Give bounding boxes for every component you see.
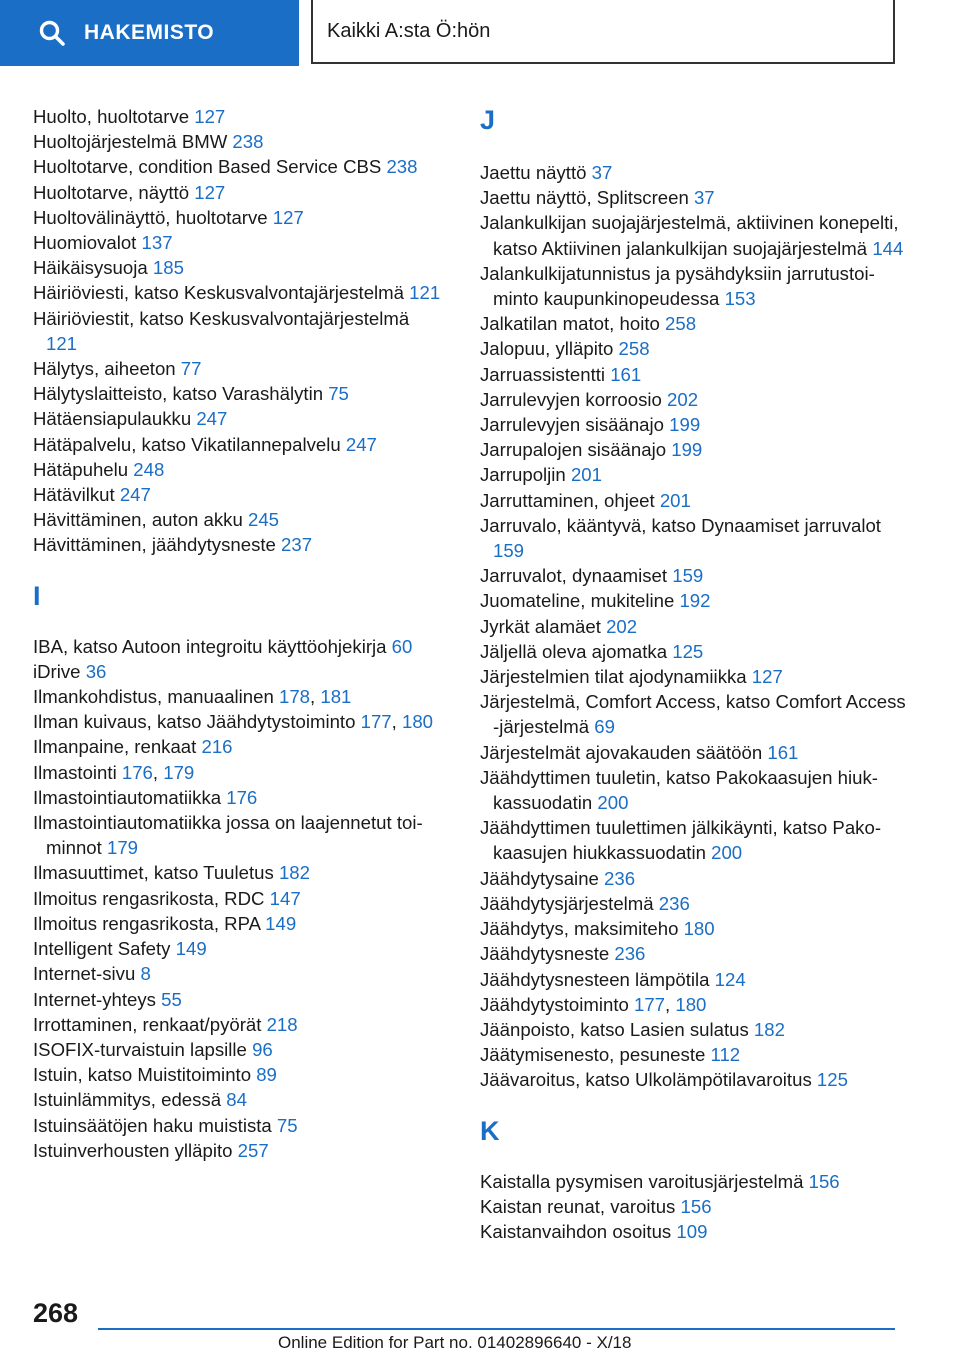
- index-entry-text: Huomiovalot: [33, 232, 142, 254]
- index-entry: [33, 1087, 443, 1112]
- header: [0, 0, 960, 66]
- index-entry: [33, 1138, 443, 1163]
- index-entry: [33, 205, 443, 230]
- index-entry-text: ISOFIX-turvaistuin lapsille: [33, 1038, 253, 1060]
- index-entry: [480, 1017, 910, 1042]
- page-link[interactable]: 192: [679, 590, 711, 612]
- index-entry-text: Istuinlämmitys, edessä: [33, 1089, 227, 1111]
- index-entry-text: iDrive: [33, 660, 86, 682]
- index-entry-text: IBA, katso Autoon integroitu käyttöohjekirja: [33, 635, 392, 657]
- index-entry-text: Jäähdyttimen tuulettimen jälkikäynti, katso Pakokaasujen hiukkassuodatin: [480, 817, 882, 864]
- index-entry-text: Istuinsäätöjen haku muistista: [33, 1114, 277, 1136]
- index-entry-text: Jäähdytysjärjestelmä: [480, 892, 659, 914]
- page-link[interactable]: 177: [360, 711, 392, 733]
- index-entry-text: Hätävilkut: [33, 484, 120, 506]
- page-link[interactable]: 257: [237, 1139, 269, 1161]
- index-button[interactable]: [0, 0, 299, 66]
- index-entry-text: Hätäensiapulaukku: [33, 408, 197, 430]
- edition-text: Online Edition for Part no. 01402896640 - X/18: [278, 1333, 632, 1352]
- index-entry: [480, 740, 910, 765]
- page-link[interactable]: 201: [659, 489, 691, 511]
- page-link[interactable]: 237: [281, 534, 313, 556]
- page-link[interactable]: 55: [161, 988, 182, 1010]
- index-entry-text: Huolto, huoltotarve: [33, 106, 195, 127]
- index-entry: [33, 1012, 443, 1037]
- index-entry-text: Ilmastointiautomatiikka: [33, 786, 227, 808]
- index-button-label: HAKEMISTO: [84, 21, 215, 44]
- index-entry-text: Jäähdytystoiminto: [480, 993, 634, 1015]
- index-entry: [480, 891, 910, 916]
- page-link[interactable]: 176: [226, 786, 258, 808]
- index-entry: [33, 961, 443, 986]
- index-entry-text: Jarruttaminen, ohjeet: [480, 489, 660, 511]
- page-link[interactable]: 121: [46, 332, 78, 354]
- index-entry-text: Jäänpoisto, katso Lasien sulatus: [480, 1018, 754, 1040]
- index-entry: [33, 860, 443, 885]
- index-entry-text: Jäljellä oleva ajomatka: [480, 640, 673, 662]
- index-entry-text: Jäävaroitus, katso Ulkolämpötilavaroitus: [480, 1069, 817, 1091]
- page-link[interactable]: 84: [226, 1089, 247, 1111]
- page-link[interactable]: 89: [256, 1064, 277, 1086]
- page-link[interactable]: 216: [201, 736, 233, 758]
- index-entry-text: Järjestelmä, Comfort Access, katso Comfort Access -järjestelmä: [480, 691, 906, 738]
- index-entry-text: Irrottaminen, renkaat/pyörät: [33, 1013, 267, 1035]
- index-entry: [33, 507, 443, 532]
- index-entry-text: Jarruvalot, dynaamiset: [480, 565, 673, 587]
- page-link[interactable]: 180: [683, 918, 715, 940]
- index-entry-text: Jäähdytysnesteen lämpötila: [480, 968, 715, 990]
- page-link[interactable]: 236: [604, 867, 636, 889]
- index-entry-text: Ilmanpaine, renkaat: [33, 736, 202, 758]
- index-entry-text: Juomateline, mukiteline: [480, 590, 680, 612]
- page-link[interactable]: 137: [141, 232, 173, 254]
- index-entry: [33, 785, 443, 810]
- page-link[interactable]: 238: [386, 156, 418, 178]
- index-entry-text: Jarrupalojen sisäänajo: [480, 439, 672, 461]
- index-entry: [480, 765, 910, 815]
- index-entry-text: Internet-sivu: [33, 963, 141, 985]
- index-entry: [33, 230, 443, 255]
- index-entry: [480, 916, 910, 941]
- page-link[interactable]: 161: [610, 363, 642, 385]
- index-column-right: [480, 104, 910, 1244]
- index-entry-text: Istuin, katso Muistitoiminto: [33, 1064, 257, 1086]
- page-link[interactable]: 238: [232, 131, 264, 153]
- index-entry-text: Jäähdyttimen tuuletin, katso Pakokaasujen hiukkassuodatin: [480, 766, 878, 814]
- index-entry-text: Jarrupoljin: [480, 464, 571, 486]
- index-entry-text: Järjestelmien tilat ajodynamiikka: [480, 666, 752, 688]
- index-entry: [480, 1219, 910, 1244]
- page-link[interactable]: 180: [675, 993, 707, 1015]
- index-entry-text: Jyrkät alamäet: [480, 615, 607, 637]
- page-link[interactable]: 182: [278, 862, 310, 884]
- page-link[interactable]: 179: [163, 761, 195, 783]
- index-entry-text: Ilmastointiautomatiikka jossa on laajennetut toiminnot: [33, 812, 423, 859]
- index-entry-text: Ilmasuuttimet, katso Tuuletus: [33, 862, 279, 884]
- index-entry: [33, 180, 443, 205]
- page-link[interactable]: 121: [409, 282, 441, 304]
- page-link[interactable]: 159: [672, 565, 704, 587]
- index-entry-text: Jalopuu, ylläpito: [480, 338, 619, 360]
- page-link[interactable]: 156: [680, 1195, 712, 1217]
- index-entry-text: Hätäpalvelu, katso Vikatilannepalvelu: [33, 433, 346, 455]
- index-entry: [480, 639, 910, 664]
- section-letter: J: [480, 105, 496, 135]
- page-link[interactable]: 153: [724, 288, 756, 310]
- index-entry-text: Häiriöviestit, katso Keskusvalvontajärjestelmä: [33, 307, 410, 329]
- index-entry: [33, 659, 443, 684]
- page-link[interactable]: 182: [753, 1018, 785, 1040]
- page-link[interactable]: 258: [665, 313, 697, 335]
- index-entry: [33, 356, 443, 381]
- page-link[interactable]: 248: [133, 458, 165, 480]
- page-link[interactable]: 75: [276, 1114, 298, 1136]
- index-entry: [33, 987, 443, 1012]
- index-entry-text: Hälytyslaitteisto, katso Varashälytin: [33, 383, 329, 405]
- page-link[interactable]: 179: [106, 837, 139, 859]
- index-entry: Ilmastointi 176, 179: [33, 761, 195, 783]
- page-number: 268: [33, 1298, 79, 1328]
- index-entry: [480, 664, 910, 689]
- section-letter: K: [480, 1115, 500, 1146]
- page-link[interactable]: 180: [401, 711, 434, 733]
- page-link[interactable]: 247: [345, 433, 377, 455]
- page-link[interactable]: 96: [252, 1038, 273, 1060]
- page-link[interactable]: 37: [591, 162, 613, 183]
- index-entry-text: Ilmoitus rengasrikosta, RPA: [33, 912, 266, 934]
- index-entry: [33, 154, 443, 179]
- page-link[interactable]: 127: [194, 106, 226, 127]
- index-entry: [480, 614, 910, 639]
- page-link[interactable]: 159: [493, 540, 525, 562]
- index-entry-text: Hätäpuhelu: [33, 458, 134, 480]
- page-link[interactable]: 247: [119, 484, 151, 506]
- page-link[interactable]: 69: [594, 716, 615, 738]
- section-letter: I: [33, 580, 41, 611]
- page-link[interactable]: 178: [279, 686, 311, 708]
- index-entry: [480, 513, 910, 563]
- index-entry-text: Ilmastointi: [33, 761, 122, 783]
- index-entry-text: Häiriöviesti, katso Keskusvalvontajärjestelmä: [33, 282, 410, 304]
- index-entry: [33, 634, 443, 659]
- index-entry-text: Jäätymisenesto, pesuneste: [480, 1044, 711, 1066]
- index-entry: [480, 815, 910, 865]
- page-link[interactable]: 125: [672, 640, 704, 662]
- page-link[interactable]: 185: [152, 257, 184, 279]
- index-entry: [480, 336, 910, 361]
- index-entry: [480, 1169, 910, 1194]
- index-entry: [33, 532, 443, 557]
- index-entry-text: Jaettu näyttö: [480, 162, 592, 183]
- page-link[interactable]: 124: [714, 968, 746, 990]
- index-entry: [480, 588, 910, 613]
- index-entry: Ilman kuivaus, katso Jäähdytystoiminto 177, 180: [33, 711, 434, 733]
- index-entry-text: Ilmankohdistus, manuaalinen: [33, 686, 279, 708]
- index-entry: [480, 1194, 910, 1219]
- index-entry: [33, 457, 443, 482]
- page-link[interactable]: 236: [658, 892, 690, 914]
- index-entry: [33, 911, 443, 936]
- index-entry-text: Huoltotarve, näyttö: [33, 181, 195, 203]
- index-entry: [480, 866, 910, 891]
- page-link[interactable]: 181: [320, 686, 352, 708]
- index-entry: [33, 406, 443, 431]
- page-link[interactable]: 127: [751, 666, 783, 688]
- page-link[interactable]: 36: [85, 660, 107, 682]
- index-entry: [480, 941, 910, 966]
- page-link[interactable]: 77: [180, 358, 202, 380]
- page-link[interactable]: 247: [196, 408, 228, 430]
- index-entry: [33, 810, 443, 860]
- page-link[interactable]: 176: [121, 761, 153, 783]
- index-entry-text: Häikäisysuoja: [33, 257, 153, 279]
- page-link[interactable]: 200: [597, 792, 629, 814]
- page-link[interactable]: 112: [710, 1044, 741, 1066]
- index-entry-text: Kaistalla pysymisen varoitusjärjestelmä: [480, 1170, 809, 1192]
- index-entry: [480, 210, 910, 260]
- index-entry-text: Jalkatilan matot, hoito: [480, 313, 666, 335]
- page-link[interactable]: 202: [606, 615, 638, 637]
- page-link[interactable]: 201: [570, 464, 602, 486]
- index-entry: [480, 412, 910, 437]
- index-entry: [480, 437, 910, 462]
- index-entry: [33, 280, 443, 305]
- index-entry-text: Jarruvalo, kääntyvä, katso Dynaamiset jarruvalot: [480, 514, 881, 536]
- index-entry-text: Ilman kuivaus, katso Jäähdytystoiminto: [33, 711, 361, 733]
- page-link[interactable]: 202: [667, 388, 699, 410]
- page-link[interactable]: 127: [272, 206, 304, 228]
- index-entry: [33, 936, 443, 961]
- index-entry-text: Jalankulkijan suojajärjestelmä, aktiivinen konepelti, katso Aktiivinen jalankulkijan suojajärjestelmä: [480, 212, 899, 259]
- index-entry: [480, 689, 910, 739]
- index-entry: [33, 1113, 443, 1138]
- index-entry: [480, 311, 910, 336]
- index-entry: [480, 160, 910, 185]
- index-entry-text: Hävittäminen, jäähdytysneste: [33, 534, 282, 556]
- index-entry-text: Jaettu näyttö, Splitscreen: [480, 187, 694, 209]
- index-entry-text: Järjestelmät ajovakauden säätöön: [480, 741, 768, 763]
- page-link[interactable]: 109: [676, 1220, 708, 1242]
- page-link[interactable]: 156: [808, 1170, 840, 1192]
- index-entry-text: Huoltovälinäyttö, huoltotarve: [33, 206, 273, 228]
- index-entry: [480, 185, 910, 210]
- page-link[interactable]: 245: [247, 509, 280, 531]
- index-entry-text: Kaistan reunat, varoitus: [480, 1195, 681, 1217]
- page-link[interactable]: 125: [816, 1069, 848, 1091]
- index-entry: [33, 306, 443, 356]
- index-entry: [33, 886, 443, 911]
- index-entry: [480, 1042, 910, 1067]
- index-entry-text: Ilmoitus rengasrikosta, RDC: [33, 887, 270, 909]
- index-entry: [33, 1062, 443, 1087]
- footer-divider: [98, 1328, 895, 1330]
- index-entry: [480, 362, 910, 387]
- index-entry-text: Intelligent Safety: [33, 938, 176, 960]
- index-entry-text: Jalankulkijatunnistus ja pysähdyksiin jarrutustoiminto kaupunkinopeudessa: [480, 262, 875, 310]
- index-entry: [33, 432, 443, 457]
- page-link[interactable]: 147: [269, 887, 301, 909]
- page-link[interactable]: 75: [328, 383, 349, 405]
- index-entry-text: Huoltotarve, condition Based Service CBS: [33, 156, 387, 178]
- page-link[interactable]: 144: [872, 237, 904, 259]
- index-entry: [480, 967, 910, 992]
- index-entry: Jäähdytystoiminto 177, 180: [480, 993, 707, 1015]
- index-entry: [33, 734, 443, 759]
- page-link[interactable]: 236: [614, 943, 646, 965]
- index-entry: [480, 1067, 910, 1092]
- page-link[interactable]: 149: [265, 912, 297, 934]
- page-link[interactable]: 177: [634, 993, 666, 1015]
- index-entry: [480, 488, 910, 513]
- index-entry-text: Jäähdytysaine: [480, 867, 605, 889]
- page-link[interactable]: 127: [194, 181, 226, 203]
- page-link[interactable]: 161: [767, 741, 799, 763]
- index-entry: [480, 563, 910, 588]
- index-entry: [33, 255, 443, 280]
- index-entry-text: Jäähdytysneste: [480, 943, 615, 965]
- index-entry: [33, 104, 443, 129]
- index-entry-text: Kaistanvaihdon osoitus: [480, 1220, 677, 1242]
- index-entry-text: Jarrulevyjen korroosio: [480, 388, 668, 410]
- page-link[interactable]: 37: [693, 187, 715, 209]
- index-entry-text: Hävittäminen, auton akku: [33, 509, 248, 531]
- index-entry: [480, 387, 910, 412]
- index-entry-text: Internet-yhteys: [33, 988, 162, 1010]
- page-link[interactable]: 8: [140, 963, 151, 985]
- index-entry: [33, 1037, 443, 1062]
- search-icon: [38, 19, 66, 47]
- index-entry: [33, 129, 443, 154]
- section-title: Kaikki A:sta Ö:hön: [311, 0, 895, 64]
- index-entry: [480, 462, 910, 487]
- index-entry: [33, 381, 443, 406]
- page-link[interactable]: 218: [266, 1013, 298, 1035]
- page-link[interactable]: 199: [671, 439, 703, 461]
- page-link[interactable]: 60: [391, 635, 413, 657]
- page-link[interactable]: 200: [711, 842, 743, 864]
- index-entry-text: Jarrulevyjen sisäänajo: [480, 414, 670, 436]
- index-entry-text: Istuinverhousten ylläpito: [33, 1139, 238, 1161]
- index-entry-text: Jarruassistentti: [480, 363, 611, 385]
- page-link[interactable]: 258: [618, 338, 650, 360]
- page-link[interactable]: 199: [669, 414, 701, 436]
- index-entry: [33, 482, 443, 507]
- index-entry: [480, 261, 910, 311]
- index-entry-text: Jäähdytys, maksimiteho: [480, 918, 684, 940]
- index-entry-text: Huoltojärjestelmä BMW: [33, 131, 233, 153]
- index-entry: Ilmankohdistus, manuaalinen 178, 181: [33, 686, 352, 708]
- page-link[interactable]: 149: [175, 938, 207, 960]
- index-entry-text: Hälytys, aiheeton: [33, 358, 181, 380]
- index-column-left: [33, 104, 443, 1163]
